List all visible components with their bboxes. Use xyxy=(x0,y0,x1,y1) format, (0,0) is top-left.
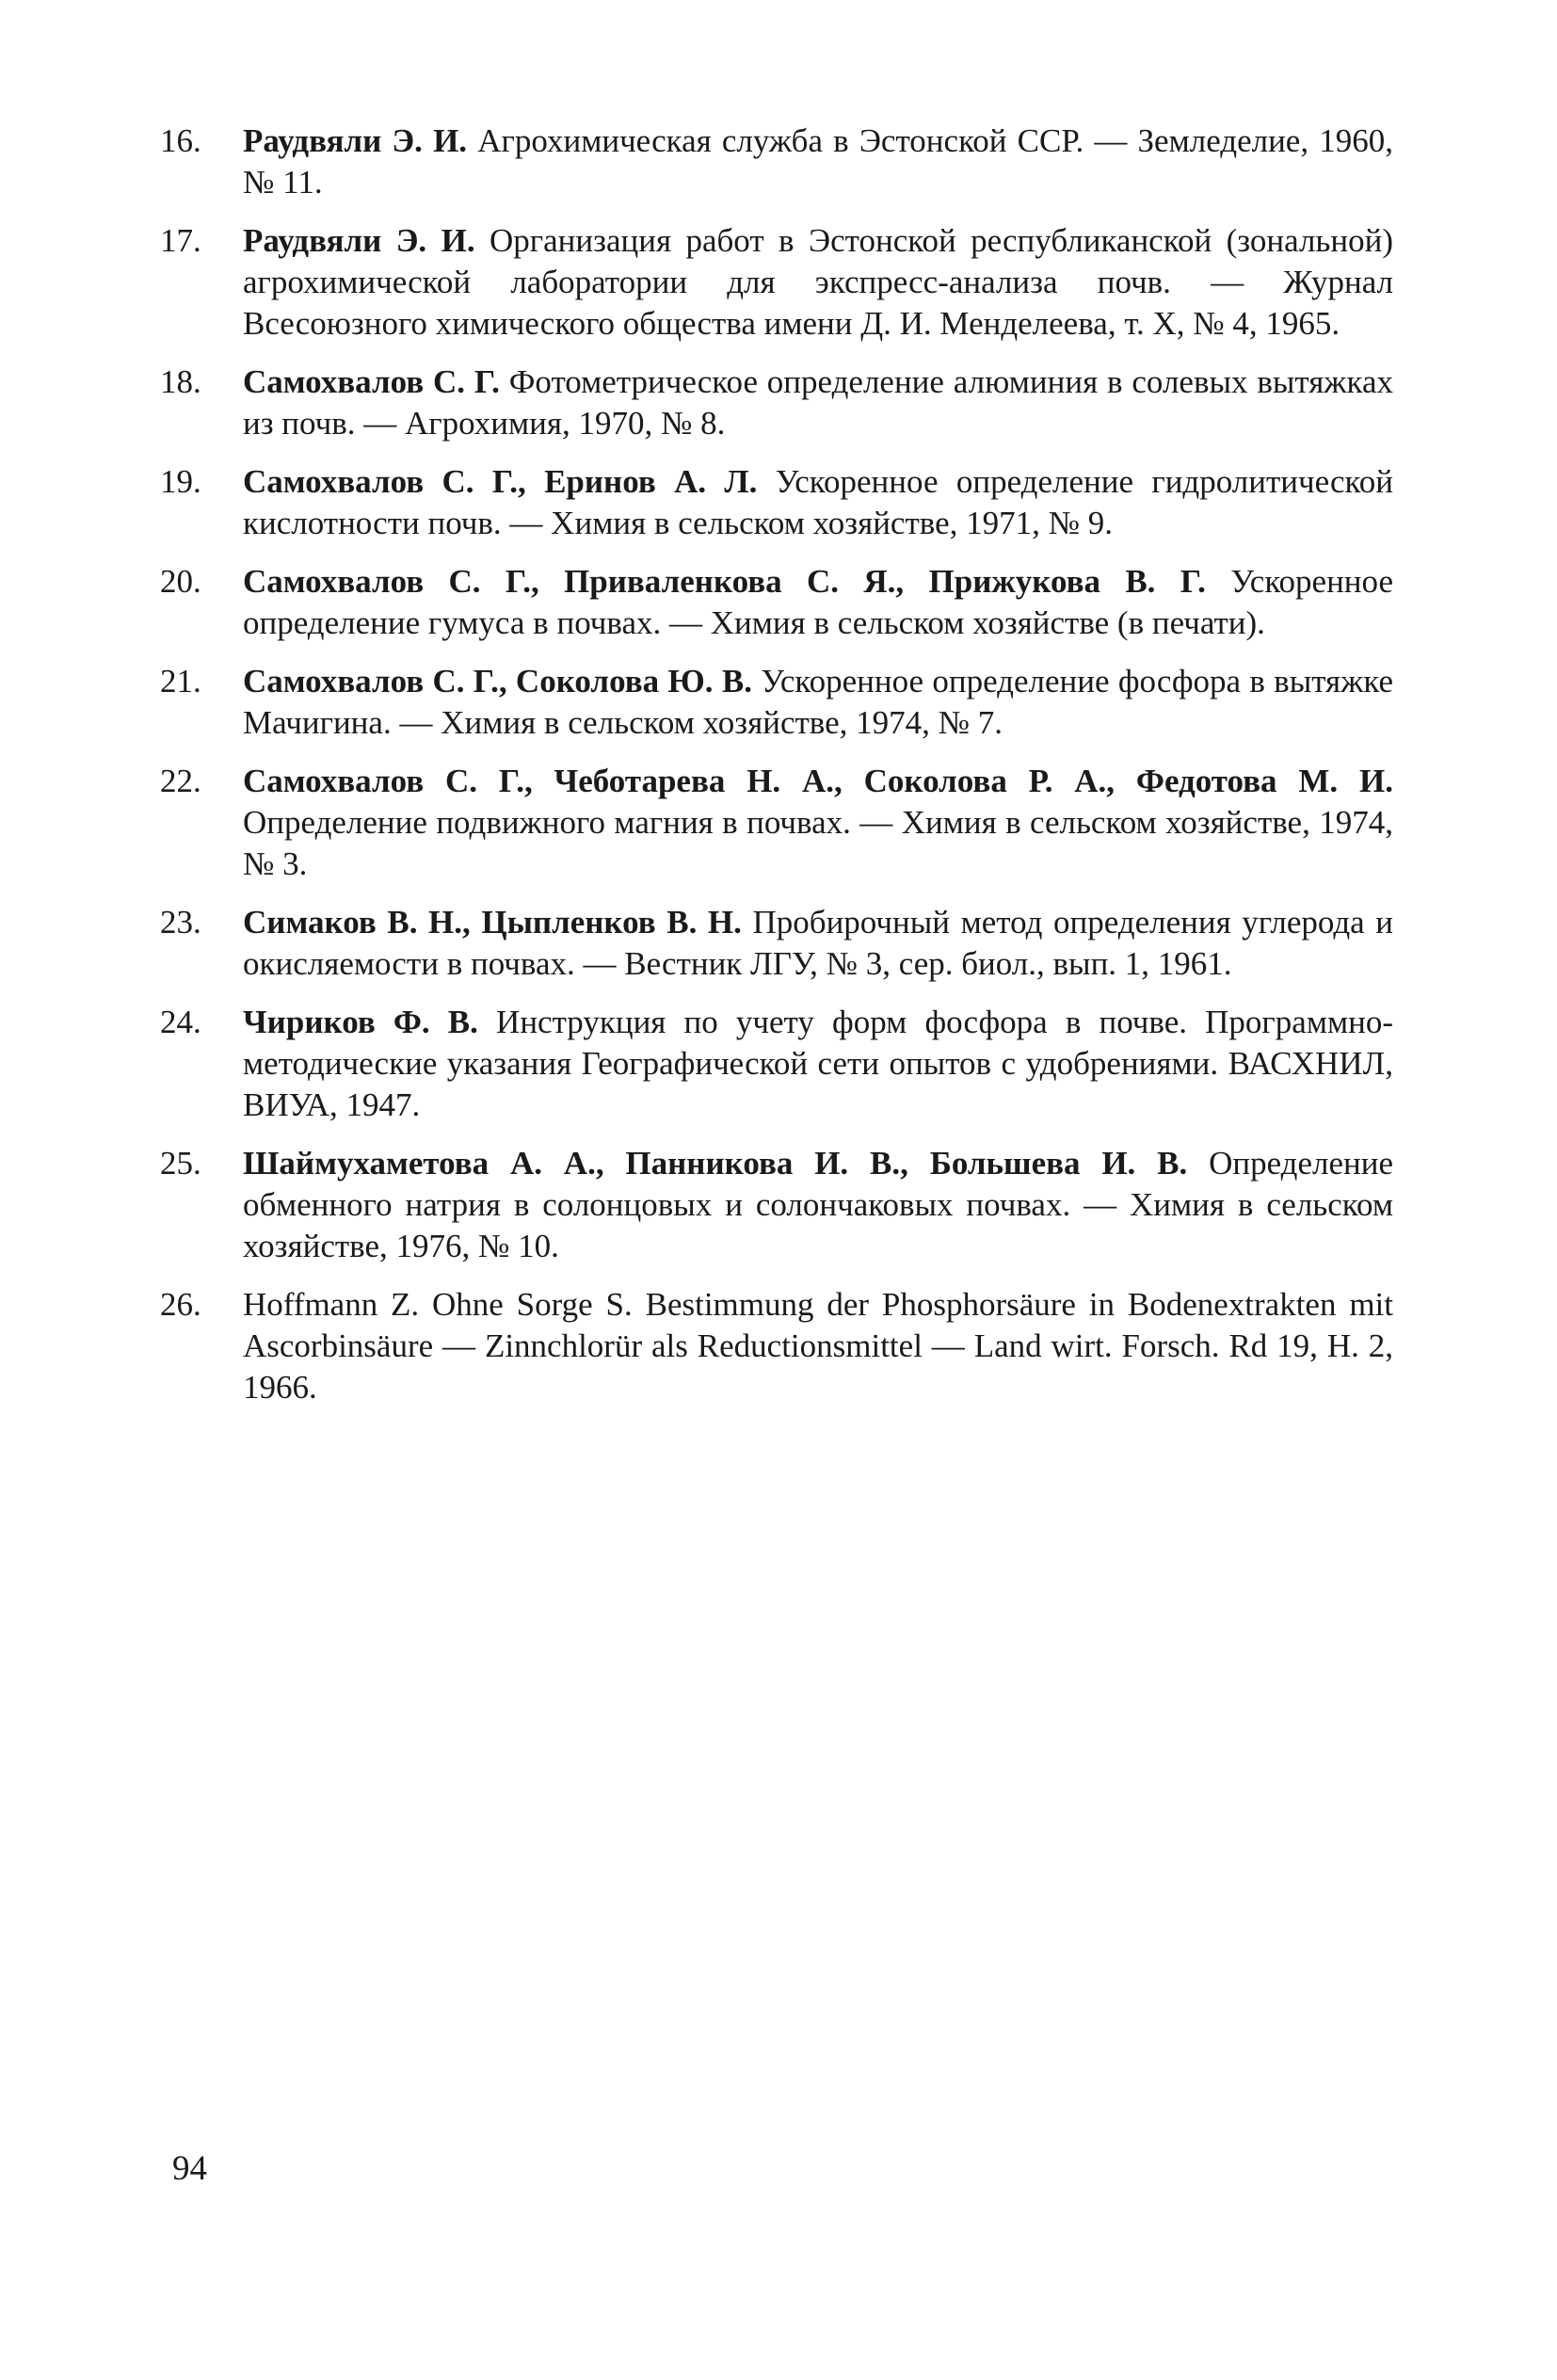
reference-item xyxy=(160,561,1393,644)
reference-number: 26. xyxy=(160,1286,201,1323)
reference-number: 24. xyxy=(160,1004,201,1040)
reference-text: Определение обменного натрия в солонцовых и солончаковых почвах. — Химия в сельском хозяйстве, 1976, № 10. xyxy=(243,1145,1394,1264)
reference-authors: Чириков Ф. В. xyxy=(243,1004,478,1040)
reference-text: Агрохимическая служба в Эстонской ССР. — Земледелие, 1960, № 11. xyxy=(243,122,1393,201)
reference-number: 17. xyxy=(160,222,201,259)
reference-number: 18. xyxy=(160,363,201,400)
page-number: 94 xyxy=(172,2149,207,2188)
reference-authors: Самохвалов С. Г., Соколова Ю. В. xyxy=(243,663,752,700)
reference-number: 22. xyxy=(160,763,201,799)
reference-number: 19. xyxy=(160,463,201,500)
reference-item xyxy=(160,761,1393,885)
reference-text: Фотометрическое определение алюминия в солевых вытяжках из почв. — Агрохимия, 1970, № 8. xyxy=(243,363,1393,442)
reference-authors: Раудвяли Э. И. xyxy=(243,222,475,259)
reference-number: 20. xyxy=(160,563,201,600)
reference-item xyxy=(160,1002,1393,1126)
reference-text: Ускоренное определение гумуса в почвах. — Химия в сельском хозяйстве (в печати). xyxy=(243,563,1394,641)
reference-number: 21. xyxy=(160,663,201,700)
reference-item xyxy=(160,461,1393,544)
reference-text: Организация работ в Эстонской республиканской (зональной) агрохимической лаборатории для экспресс-анализа почв. — Журнал Всесоюзного химического общества имени Д. И. Менделеева, т. X, № 4, 1965. xyxy=(243,222,1393,342)
reference-authors: Самохвалов С. Г., Еринов А. Л. xyxy=(243,463,758,500)
reference-text: Ускоренное определение гидролитической кислотности почв. — Химия в сельском хозяйстве, 1971, № 9. xyxy=(243,463,1393,541)
reference-text: Инструкция по учету форм фосфора в почве. Программно-методические указания Географической сети опытов с удобрениями. ВАСХНИЛ, ВИУА, 1947. xyxy=(243,1004,1394,1123)
reference-authors: Раудвяли Э. И. xyxy=(243,122,468,159)
reference-authors: Самохвалов С. Г., Чеботарева Н. А., Соколова Р. А., Федотова М. И. xyxy=(243,763,1393,799)
reference-text: Ускоренное определение фосфора в вытяжке Мачигина. — Химия в сельском хозяйстве, 1974, № 7. xyxy=(243,663,1393,741)
reference-item xyxy=(160,661,1393,744)
reference-text: Пробирочный метод определения углерода и окисляемости в почвах. — Вестник ЛГУ, № 3, сер. биол., вып. 1, 1961. xyxy=(243,904,1394,982)
reference-authors: Самохвалов С. Г., Приваленкова С. Я., Прижукова В. Г. xyxy=(243,563,1206,600)
reference-item xyxy=(160,902,1393,985)
reference-authors: Шаймухаметова А. А., Панникова И. В., Большева И. В. xyxy=(243,1145,1188,1182)
reference-item xyxy=(160,220,1393,345)
reference-item xyxy=(160,1284,1393,1408)
reference-item xyxy=(160,121,1393,203)
reference-number: 16. xyxy=(160,122,201,159)
reference-item xyxy=(160,1143,1393,1267)
reference-number: 25. xyxy=(160,1145,201,1182)
reference-authors: Симаков В. Н., Цыпленков В. Н. xyxy=(243,904,742,941)
reference-item xyxy=(160,362,1393,444)
reference-authors: Самохвалов С. Г. xyxy=(243,363,500,400)
reference-list xyxy=(160,121,1393,1425)
reference-number: 23. xyxy=(160,904,201,941)
reference-text: Определение подвижного магния в почвах. — Химия в сельском хозяйстве, 1974, № 3. xyxy=(243,804,1393,882)
reference-text: Hoffmann Z. Ohne Sorge S. Bestimmung der Phosphorsäure in Bodenextrakten mit Ascorbinsäure — Zinnchlorür als Reductionsmittel — Land wirt. Forsch. Rd 19, H. 2, 1966. xyxy=(243,1286,1393,1406)
